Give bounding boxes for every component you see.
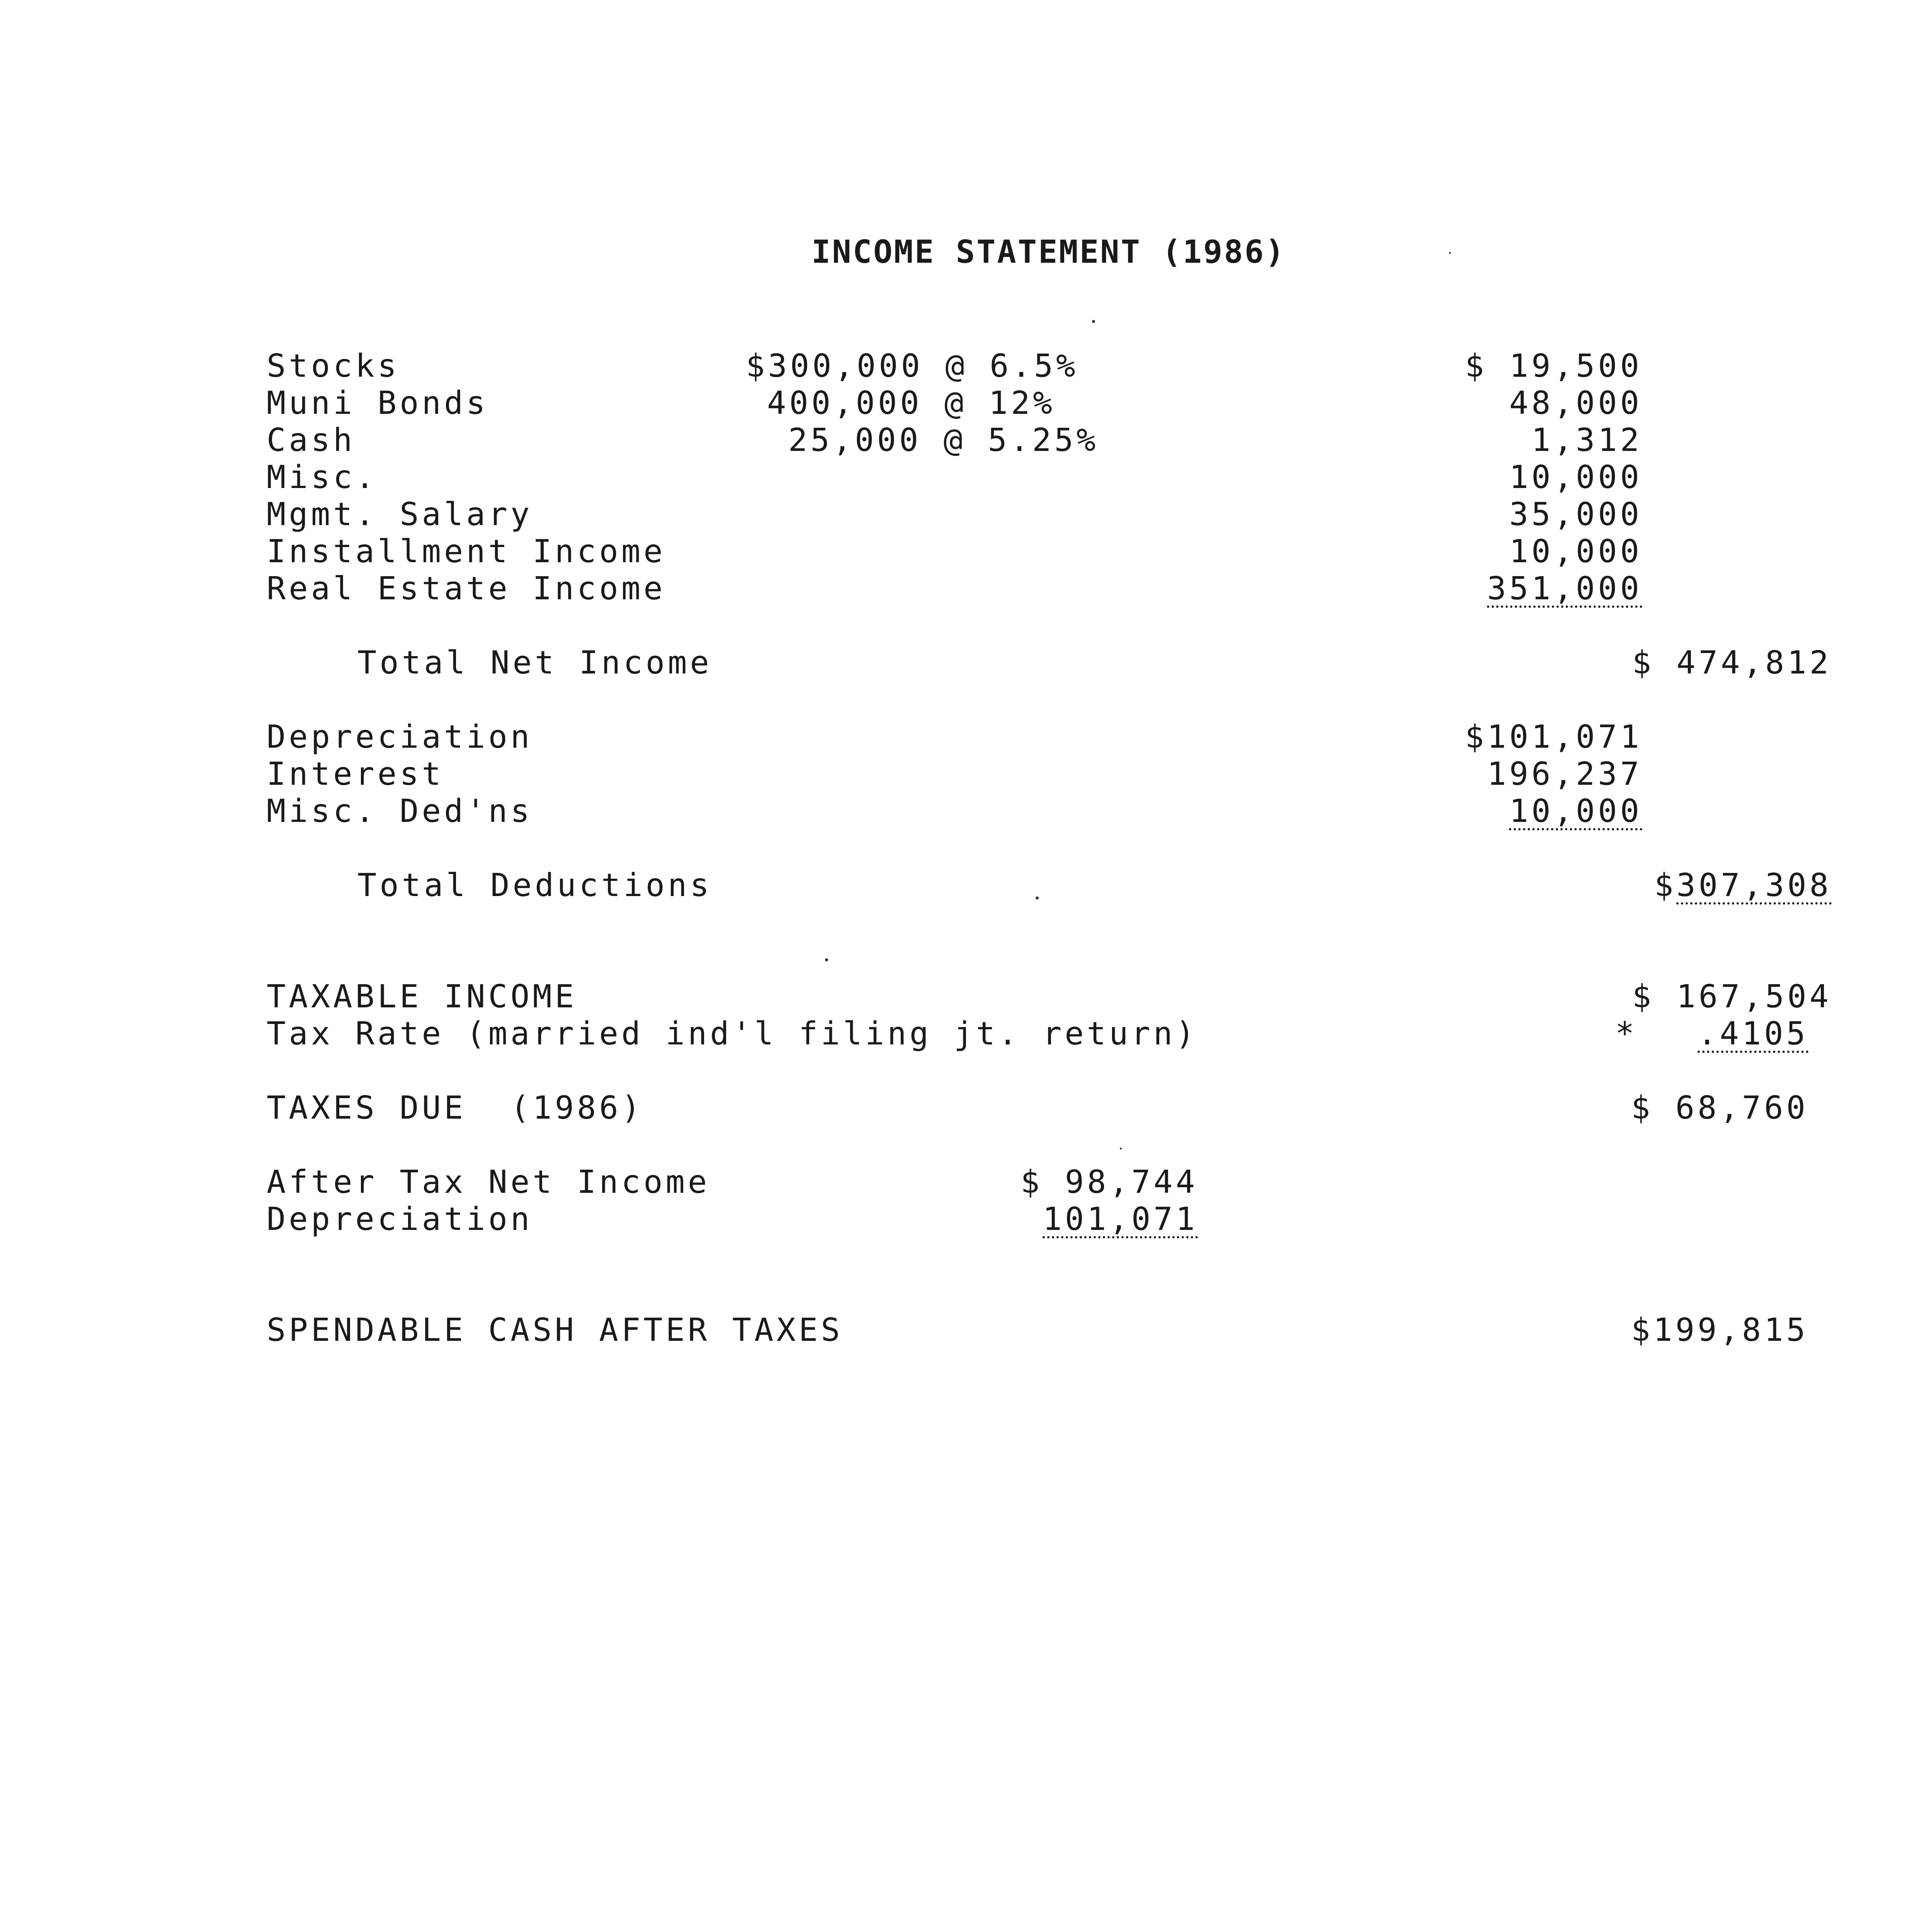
total-deductions-currency: $ [1654,867,1677,904]
income-amount-real-estate-value: 351,000 [1487,570,1642,607]
deduction-label-interest: Interest [267,756,444,793]
after-tax-depreciation-value: 101,071 [1043,1201,1198,1238]
deduction-label-depreciation: Depreciation [267,719,533,755]
page-title: INCOME STATEMENT (1986) [811,234,1286,270]
after-tax-depreciation-label: Depreciation [267,1201,533,1238]
total-net-income-amount: $ 474,812 [1632,645,1832,681]
total-deductions-amount [1526,867,1832,904]
deduction-label-misc: Misc. Ded'ns [267,793,533,830]
income-basis-cash: 25,000 @ 5.25% [788,422,1099,459]
deduction-amount-interest: 196,237 [1487,756,1642,793]
total-net-income-label: Total Net Income [357,645,712,681]
scan-speck [1036,896,1039,900]
income-label-misc: Misc. [267,459,378,496]
deduction-amount-misc-value: 10,000 [1509,793,1642,830]
income-amount-misc: 10,000 [1509,459,1642,496]
income-amount-installment: 10,000 [1509,533,1642,570]
income-basis-stocks: $300,000 @ 6.5% [746,348,1078,384]
deduction-amount-misc [1352,793,1642,830]
after-tax-depreciation-amount [966,1201,1198,1238]
tax-rate-amount [1662,1015,1808,1053]
income-amount-muni-bonds: 48,000 [1509,385,1642,422]
scan-speck [1449,252,1451,254]
income-amount-real-estate [1352,570,1642,607]
after-tax-income-label: After Tax Net Income [267,1164,710,1201]
scan-speck [825,958,828,961]
income-amount-stocks: $ 19,500 [1465,348,1642,384]
scan-speck [1092,320,1095,323]
total-deductions-value: 307,308 [1676,867,1832,904]
total-deductions-label: Total Deductions [357,867,712,904]
deduction-amount-depreciation: $101,071 [1465,719,1642,755]
after-tax-income-amount: $ 98,744 [1021,1164,1198,1201]
income-amount-mgmt-salary: 35,000 [1509,496,1642,533]
taxes-due-amount: $ 68,760 [1631,1090,1808,1126]
tax-rate-operator: * [1615,1015,1638,1052]
taxable-income-amount: $ 167,504 [1632,978,1832,1015]
income-amount-cash: 1,312 [1531,422,1642,459]
income-label-installment: Installment Income [267,533,666,570]
spendable-cash-amount: $199,815 [1631,1312,1808,1349]
income-basis-muni-bonds: 400,000 @ 12% [767,385,1055,422]
scan-speck [1120,1148,1122,1150]
income-label-stocks: Stocks [267,348,400,384]
taxable-income-label: TAXABLE INCOME [267,978,577,1015]
income-label-muni-bonds: Muni Bonds [267,385,488,422]
spendable-cash-label: SPENDABLE CASH AFTER TAXES [267,1312,843,1349]
income-label-cash: Cash [267,422,356,459]
tax-rate-value: .4105 [1698,1015,1808,1052]
tax-rate-label: Tax Rate (married ind'l filing jt. return) [267,1015,1198,1052]
income-label-mgmt-salary: Mgmt. Salary [267,496,533,533]
taxes-due-label: TAXES DUE (1986) [267,1090,644,1126]
income-label-real-estate: Real Estate Income [267,570,666,607]
